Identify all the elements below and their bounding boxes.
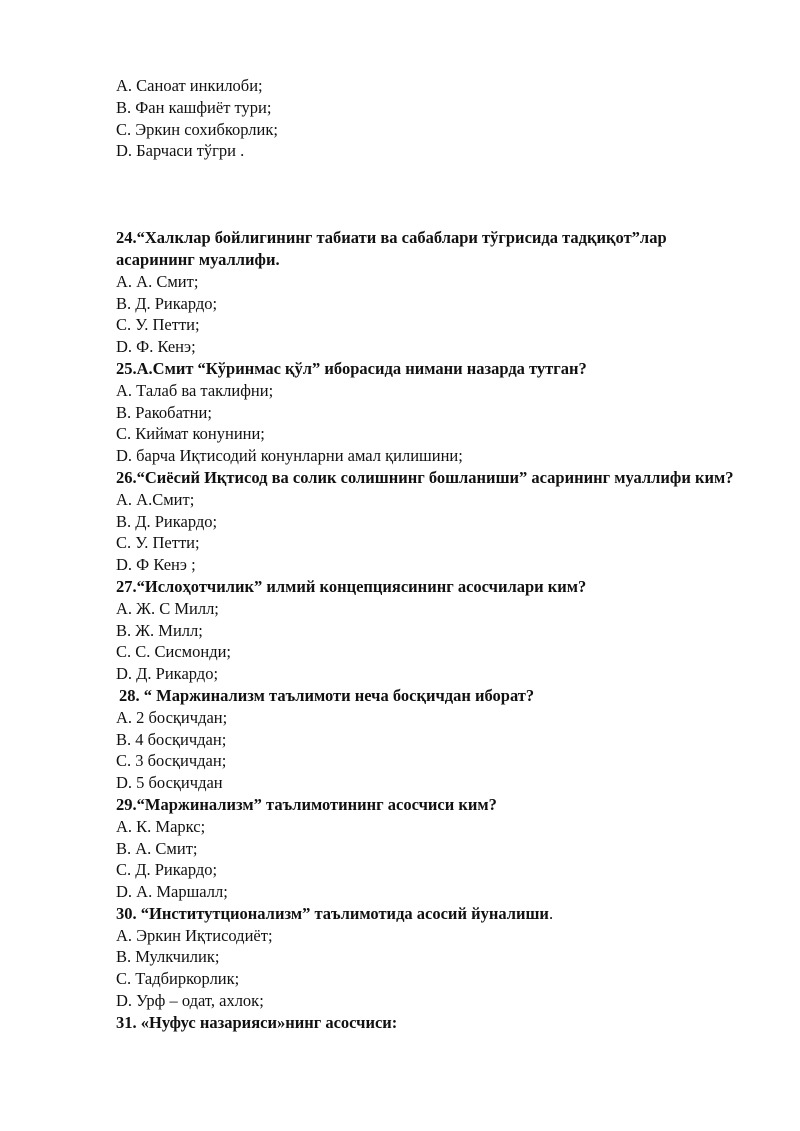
- option-line: A. А. Смит;: [116, 271, 199, 291]
- option-line: A. Талаб ва таклифни;: [116, 380, 274, 400]
- option-line: D. барча Иқтисодий конунларни амал қилишини;: [116, 446, 463, 466]
- option-line: B. Фан кашфиёт тури;: [116, 97, 272, 117]
- option-line: A. 2 босқичдан;: [116, 707, 228, 727]
- option-line: D. 5 босқичдан: [116, 773, 223, 793]
- option-line: C. С. Сисмонди;: [116, 642, 232, 662]
- option-line: A. Ж. С Милл;: [116, 598, 219, 618]
- option-line: C. Д. Рикардо;: [116, 860, 218, 880]
- option-line: C. Киймат конунини;: [116, 424, 265, 444]
- option-line: D. Ф. Кенэ;: [116, 337, 196, 357]
- option-line: C. У. Петти;: [116, 315, 200, 335]
- option-line: B. Мулкчилик;: [116, 947, 220, 967]
- question-28: 28. “ Маржинализм таълимоти неча босқичдан иборат?: [119, 685, 535, 705]
- option-line: D. Д. Рикардо;: [116, 664, 219, 684]
- question-30: [116, 903, 742, 925]
- option-line: B. А. Смит;: [116, 838, 198, 858]
- option-line: D. Урф – одат, ахлок;: [116, 991, 264, 1011]
- question-30-period: .: [548, 903, 554, 923]
- option-line: B. Ж. Милл;: [116, 620, 203, 640]
- option-line: C. Тадбиркорлик;: [116, 969, 240, 989]
- blank-gap: [116, 162, 742, 227]
- option-line: B. Ракобатни;: [116, 402, 212, 422]
- option-line: A. К. Маркс;: [116, 816, 206, 836]
- option-line: C. У. Петти;: [116, 533, 200, 553]
- option-line: A. Саноат инкилоби;: [116, 76, 263, 95]
- question-31: 31. «Нуфус назарияси»нинг асосчиси:: [116, 1012, 398, 1032]
- option-line: C. 3 босқичдан;: [116, 751, 227, 771]
- option-line: D. А. Маршалл;: [116, 882, 228, 902]
- option-line: B. 4 босқичдан;: [116, 729, 227, 749]
- option-line: A. Эркин Иқтисодиёт;: [116, 925, 273, 945]
- question-27: 27.“Ислоҳотчилик” илмий концепциясининг асосчилари ким?: [116, 576, 587, 596]
- question-29: 29.“Маржинализм” таълимотининг асосчиси ким?: [116, 794, 497, 814]
- question-30-text: 30. “Институтционализм” таълимотида асосий йуналиши: [116, 903, 549, 923]
- option-line: D. Барчаси тўгри .: [116, 141, 245, 161]
- option-line: B. Д. Рикардо;: [116, 293, 218, 313]
- question-26: 26.“Сиёсий Иқтисод ва солик солишнинг бошланиши” асарининг муаллифи ким?: [116, 467, 734, 487]
- option-line: D. Ф Кенэ ;: [116, 555, 196, 575]
- question-25: 25.А.Смит “Кўринмас қўл” иборасида нимани назарда тутган?: [116, 358, 587, 378]
- option-line: B. Д. Рикардо;: [116, 511, 218, 531]
- option-line: C. Эркин сохибкорлик;: [116, 119, 278, 139]
- document-page: [116, 75, 742, 1034]
- question-24: 24.“Халклар бойлигининг табиати ва сабаблари тўгрисида тадқиқот”лар асарининг муаллифи.: [116, 228, 667, 269]
- option-line: A. А.Смит;: [116, 489, 195, 509]
